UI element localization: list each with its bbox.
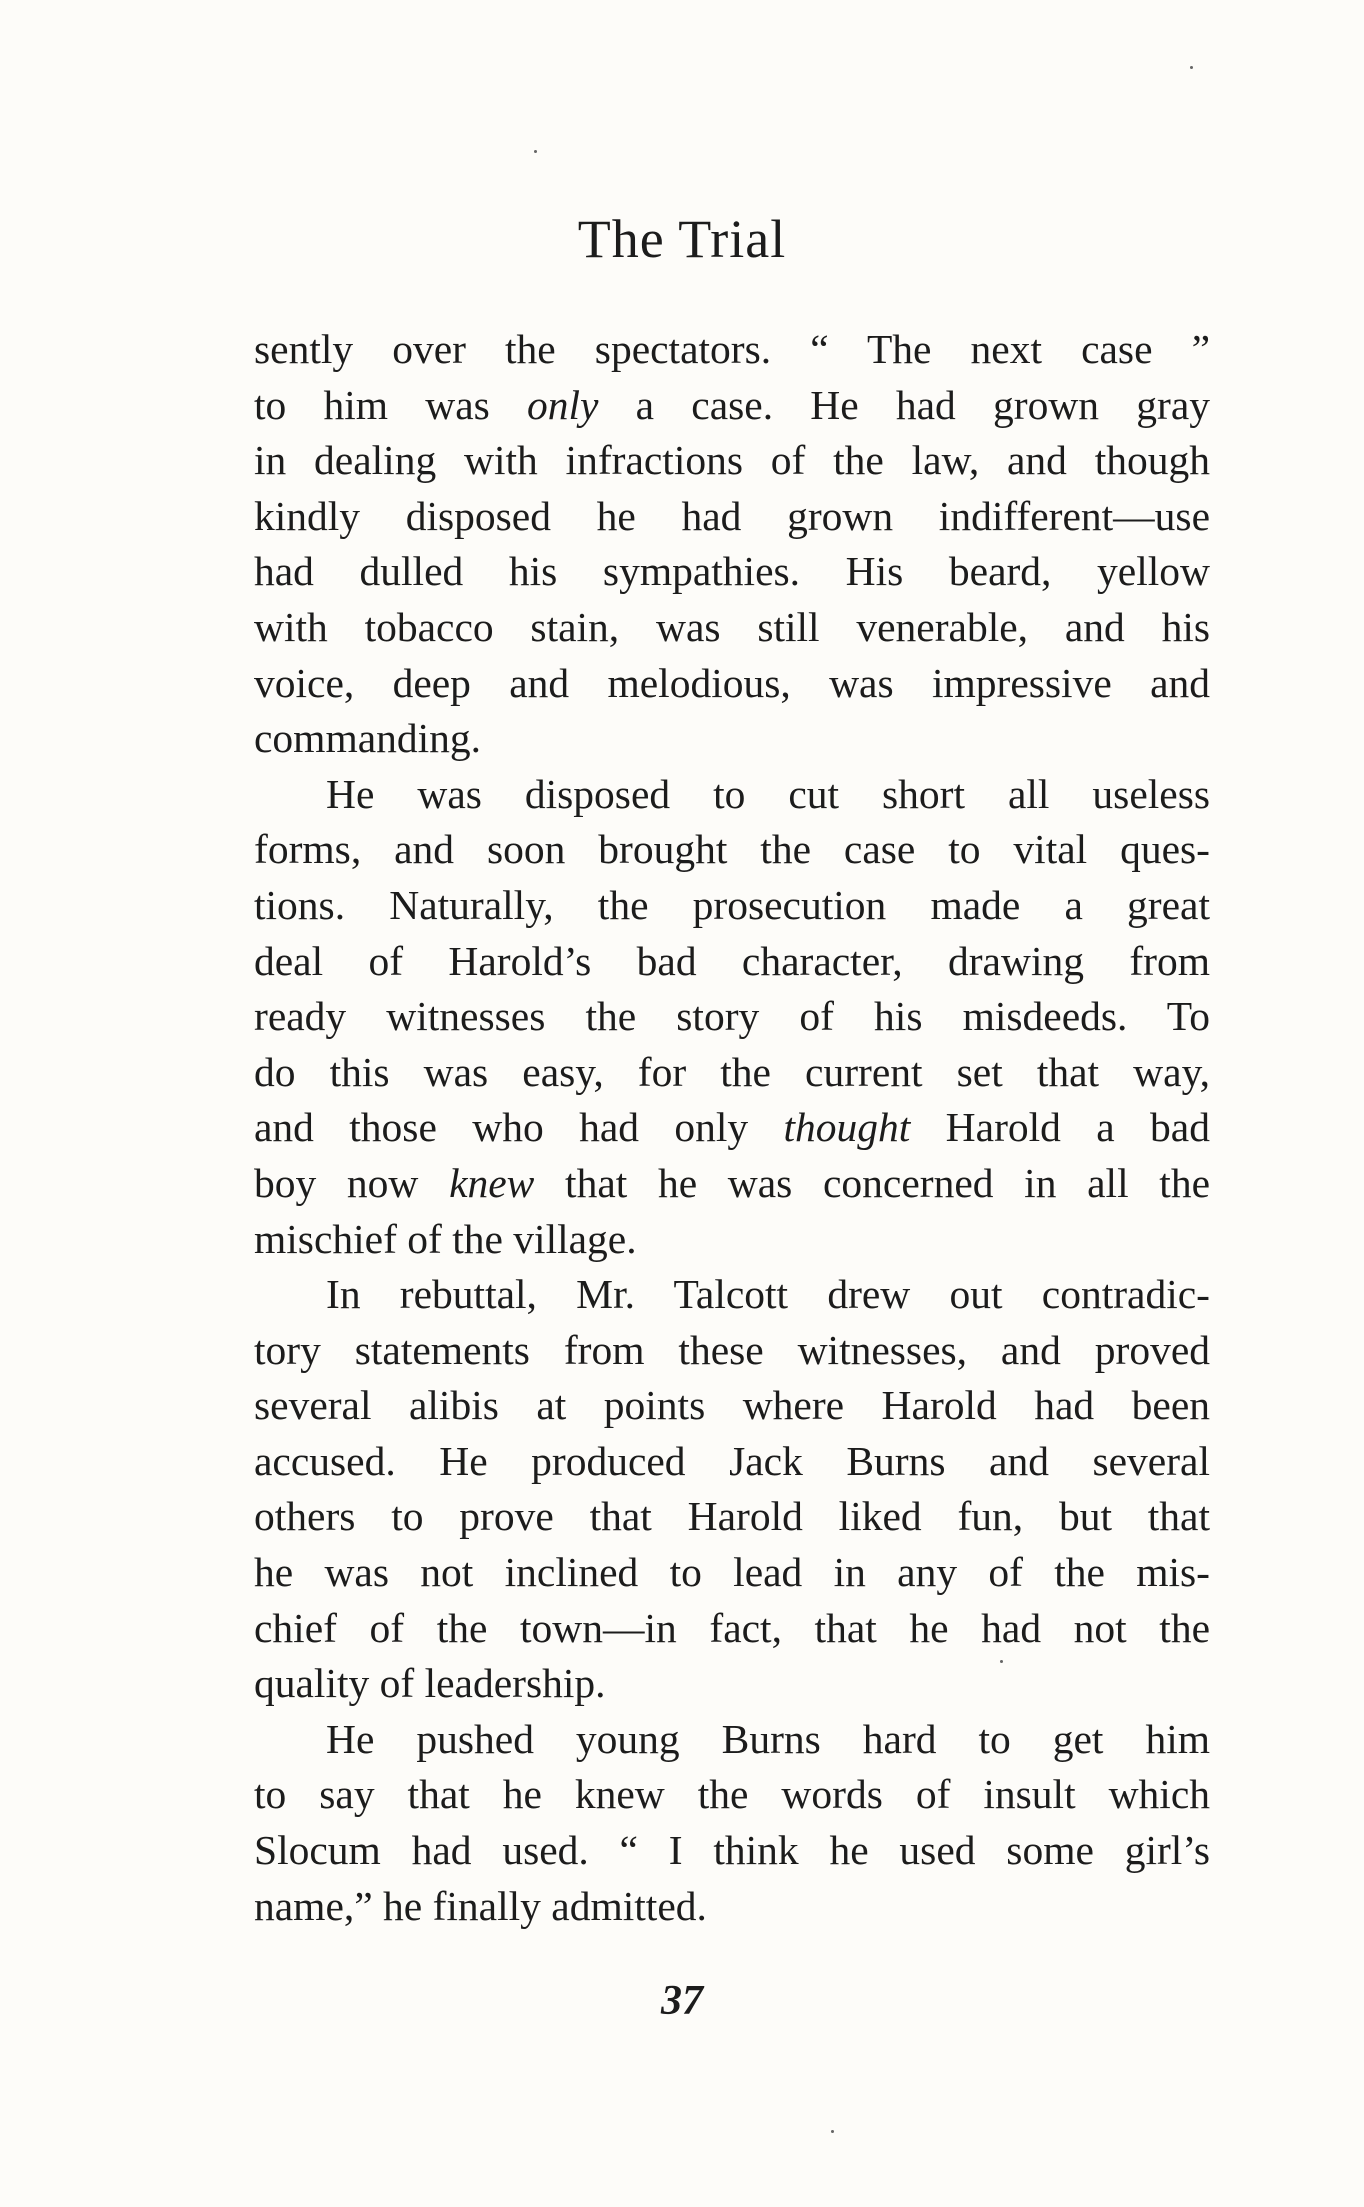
paragraph	[254, 1712, 1210, 1934]
paper-speck	[534, 150, 537, 153]
text-line: In rebuttal, Mr. Talcott drew out contradic-	[326, 1271, 1210, 1318]
text-line: to him was only a case. He had grown gray	[254, 381, 1210, 428]
text-line: mischief of the village.	[254, 1215, 637, 1262]
text-line: several alibis at points where Harold had been	[254, 1382, 1210, 1429]
text-line: in dealing with infractions of the law, and though	[254, 437, 1210, 484]
text-line: with tobacco stain, was still venerable, and his	[254, 603, 1210, 650]
paper-speck	[1190, 66, 1193, 69]
text-line: forms, and soon brought the case to vital ques-	[254, 826, 1210, 873]
text-line: sently over the spectators. “ The next case ”	[254, 326, 1210, 372]
text-line: ready witnesses the story of his misdeeds. To	[254, 993, 1210, 1040]
text-line: deal of Harold’s bad character, drawing from	[254, 937, 1210, 984]
text-line: tions. Naturally, the prosecution made a great	[254, 881, 1210, 928]
paragraph	[254, 1267, 1210, 1712]
text-line: accused. He produced Jack Burns and several	[254, 1437, 1210, 1484]
paragraph	[254, 322, 1210, 767]
text-line: kindly disposed he had grown indifferent—use	[254, 492, 1210, 539]
paragraph	[254, 767, 1210, 1267]
text-line: Slocum had used. “ I think he used some girl’s	[254, 1827, 1210, 1874]
running-head: The Trial	[577, 209, 787, 269]
text-line: do this was easy, for the current set that way,	[254, 1048, 1210, 1095]
text-line: tory statements from these witnesses, and proved	[254, 1326, 1210, 1373]
text-line: others to prove that Harold liked fun, but that	[254, 1493, 1210, 1540]
text-line: had dulled his sympathies. His beard, yellow	[254, 548, 1210, 595]
text-line: He was disposed to cut short all useless	[326, 770, 1210, 817]
text-line: name,” he finally admitted.	[254, 1882, 707, 1929]
text-line: boy now knew that he was concerned in all the	[254, 1159, 1210, 1206]
text-line: He pushed young Burns hard to get him	[326, 1715, 1210, 1762]
text-line: commanding.	[254, 715, 482, 762]
body-text	[254, 322, 1210, 1934]
text-line: quality of leadership.	[254, 1660, 606, 1707]
text-line: chief of the town—in fact, that he had not the	[254, 1604, 1210, 1651]
paper-speck	[831, 2130, 834, 2133]
text-line: and those who had only thought Harold a bad	[254, 1104, 1210, 1151]
text-line: he was not inclined to lead in any of the mis-	[254, 1549, 1210, 1596]
paper-speck	[1000, 1660, 1003, 1663]
page-number: 37	[661, 1978, 703, 2024]
text-line: voice, deep and melodious, was impressive and	[254, 659, 1210, 706]
text-line: to say that he knew the words of insult which	[254, 1771, 1210, 1818]
